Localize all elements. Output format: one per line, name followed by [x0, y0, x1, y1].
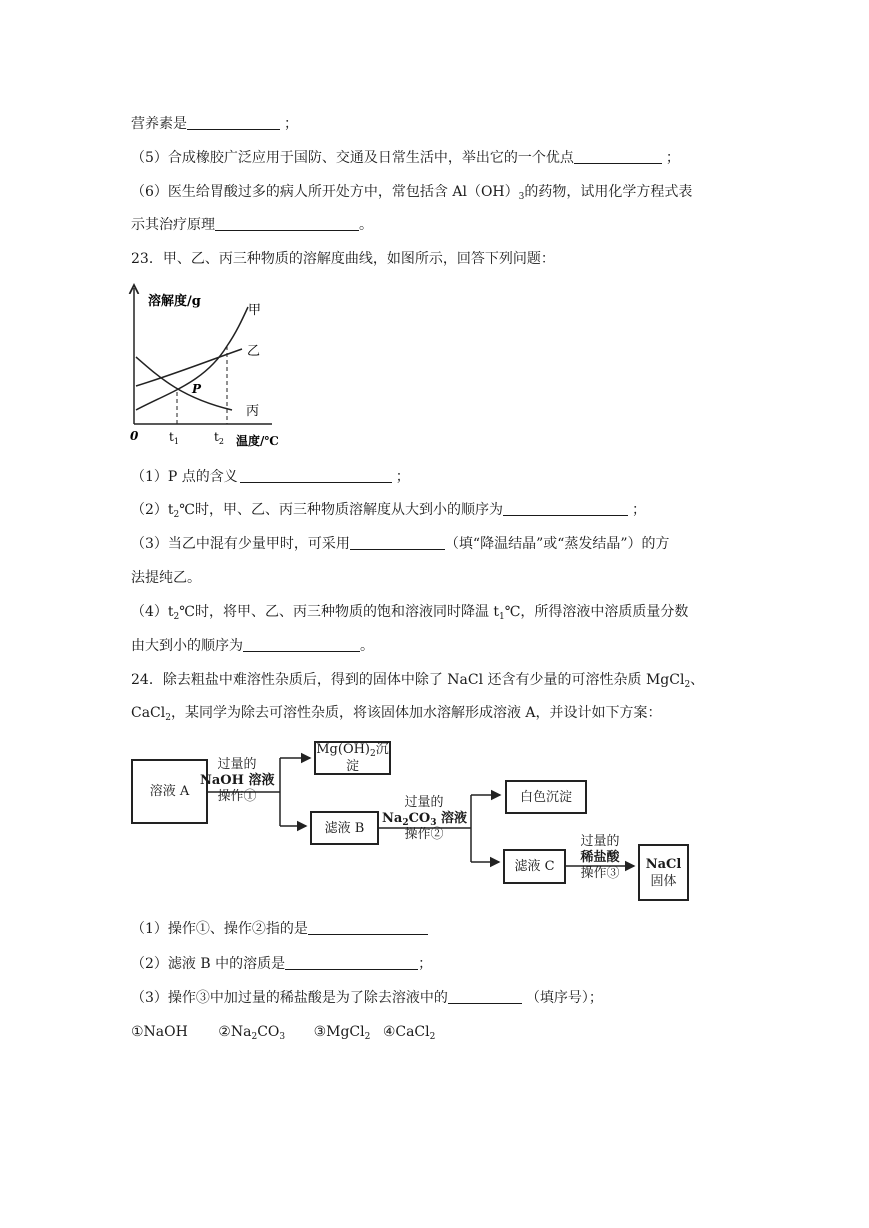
series-label-yi: 乙: [247, 344, 261, 359]
x-axis-label: 温度/℃: [236, 434, 279, 448]
answer-blank[interactable]: [350, 535, 445, 550]
question-24-stem-line1: 24．除去粗盐中难溶性杂质后，得到的固体中除了 NaCl 还含有少量的可溶性杂质 MgCl$_2$、: [131, 672, 705, 690]
q23-part4-line2: 由大到小的顺序为 。: [131, 638, 374, 654]
filtrate-b-box: 滤液 B: [310, 811, 379, 845]
option-1: ①NaOH: [131, 1024, 188, 1040]
answer-blank[interactable]: [187, 115, 280, 130]
nacl-solid-product-box: NaCl 固体: [638, 844, 689, 901]
y-axis-label: 溶解度/g: [148, 294, 201, 309]
reagent-3-label: 过量的 稀盐酸 操作③: [580, 834, 620, 881]
q22-part5: （5）合成橡胶广泛应用于国防、交通及日常生活中，举出它的一个优点 ；: [131, 150, 680, 166]
option-3: ③MgCl$_2$: [313, 1024, 371, 1042]
question-23-stem: 23．甲、乙、丙三种物质的溶解度曲线，如图所示，回答下列问题：: [131, 251, 555, 267]
q23-part1: （1）P 点的含义 ；: [131, 469, 410, 485]
filtrate-c-box: 滤液 C: [503, 849, 566, 884]
answer-blank[interactable]: [448, 989, 522, 1004]
reagent-1-label: 过量的 NaOH 溶液 操作①: [200, 757, 275, 804]
q22-cont-line: 营养素是 ；: [131, 116, 298, 132]
white-precipitate-box: 白色沉淀: [505, 780, 587, 814]
q24-options: [131, 1022, 435, 1042]
option-4: ④CaCl$_2$: [382, 1024, 436, 1042]
answer-blank[interactable]: [308, 920, 428, 935]
q24-part1: （1）操作①、操作②指的是: [131, 919, 428, 939]
curve-yi: [136, 349, 242, 386]
q23-part3-line2: 法提纯乙。: [131, 570, 201, 586]
q23-part2: $(2)t_2℃$时，甲、乙、丙三种物质溶解度从大到小的顺序为 ；: [131, 502, 646, 520]
solution-a-box: 溶液 A: [131, 759, 208, 824]
solubility-curve-chart: [125, 282, 285, 452]
answer-blank[interactable]: [503, 501, 628, 516]
question-24-stem-line2: CaCl$_2$，某同学为除去可溶性杂质，将该固体加水溶解形成溶液 A，并设计如下方案：: [131, 705, 662, 723]
t1-tick-label: $t_1$: [169, 430, 179, 446]
q23-part4-line1: $(4)t_2℃$时，将甲、乙、丙三种物质的饱和溶液同时降温 $t_1℃$，所得溶液中溶质质量分数: [131, 604, 689, 622]
q22-part6-line2: 示其治疗原理 。: [131, 217, 373, 233]
answer-blank[interactable]: [285, 955, 418, 970]
q22-part6-line1: （6）医生给胃酸过多的病人所开处方中，常包括含 $Al(OH)_3$的药物，试用化学方程式表: [131, 184, 693, 202]
series-label-bing: 丙: [246, 404, 260, 419]
series-label-jia: 甲: [248, 303, 262, 318]
t2-tick-label: $t_2$: [214, 430, 224, 446]
reagent-2-label: 过量的 $Na_2CO_3$ 溶液 操作②: [382, 795, 468, 842]
answer-blank[interactable]: [243, 637, 360, 652]
q24-part3: （3）操作③中加过量的稀盐酸是为了除去溶液中的 （填序号）；: [131, 990, 603, 1006]
origin-label: 0: [130, 429, 139, 443]
answer-blank[interactable]: [574, 149, 662, 164]
option-2: $②Na_2CO_3$: [218, 1024, 286, 1042]
answer-blank[interactable]: [215, 216, 359, 231]
answer-blank[interactable]: [240, 468, 392, 483]
intersection-point-p: P: [192, 382, 202, 396]
q24-part2: （2）滤液 B 中的溶质是 ；: [131, 956, 433, 972]
q23-part3-line1: （3）当乙中混有少量甲时，可采用 （填“降温结晶”或“蒸发结晶”）的方: [131, 536, 670, 552]
mg-oh-2-precipitate-box: $Mg(OH)_2$沉淀: [314, 741, 391, 775]
